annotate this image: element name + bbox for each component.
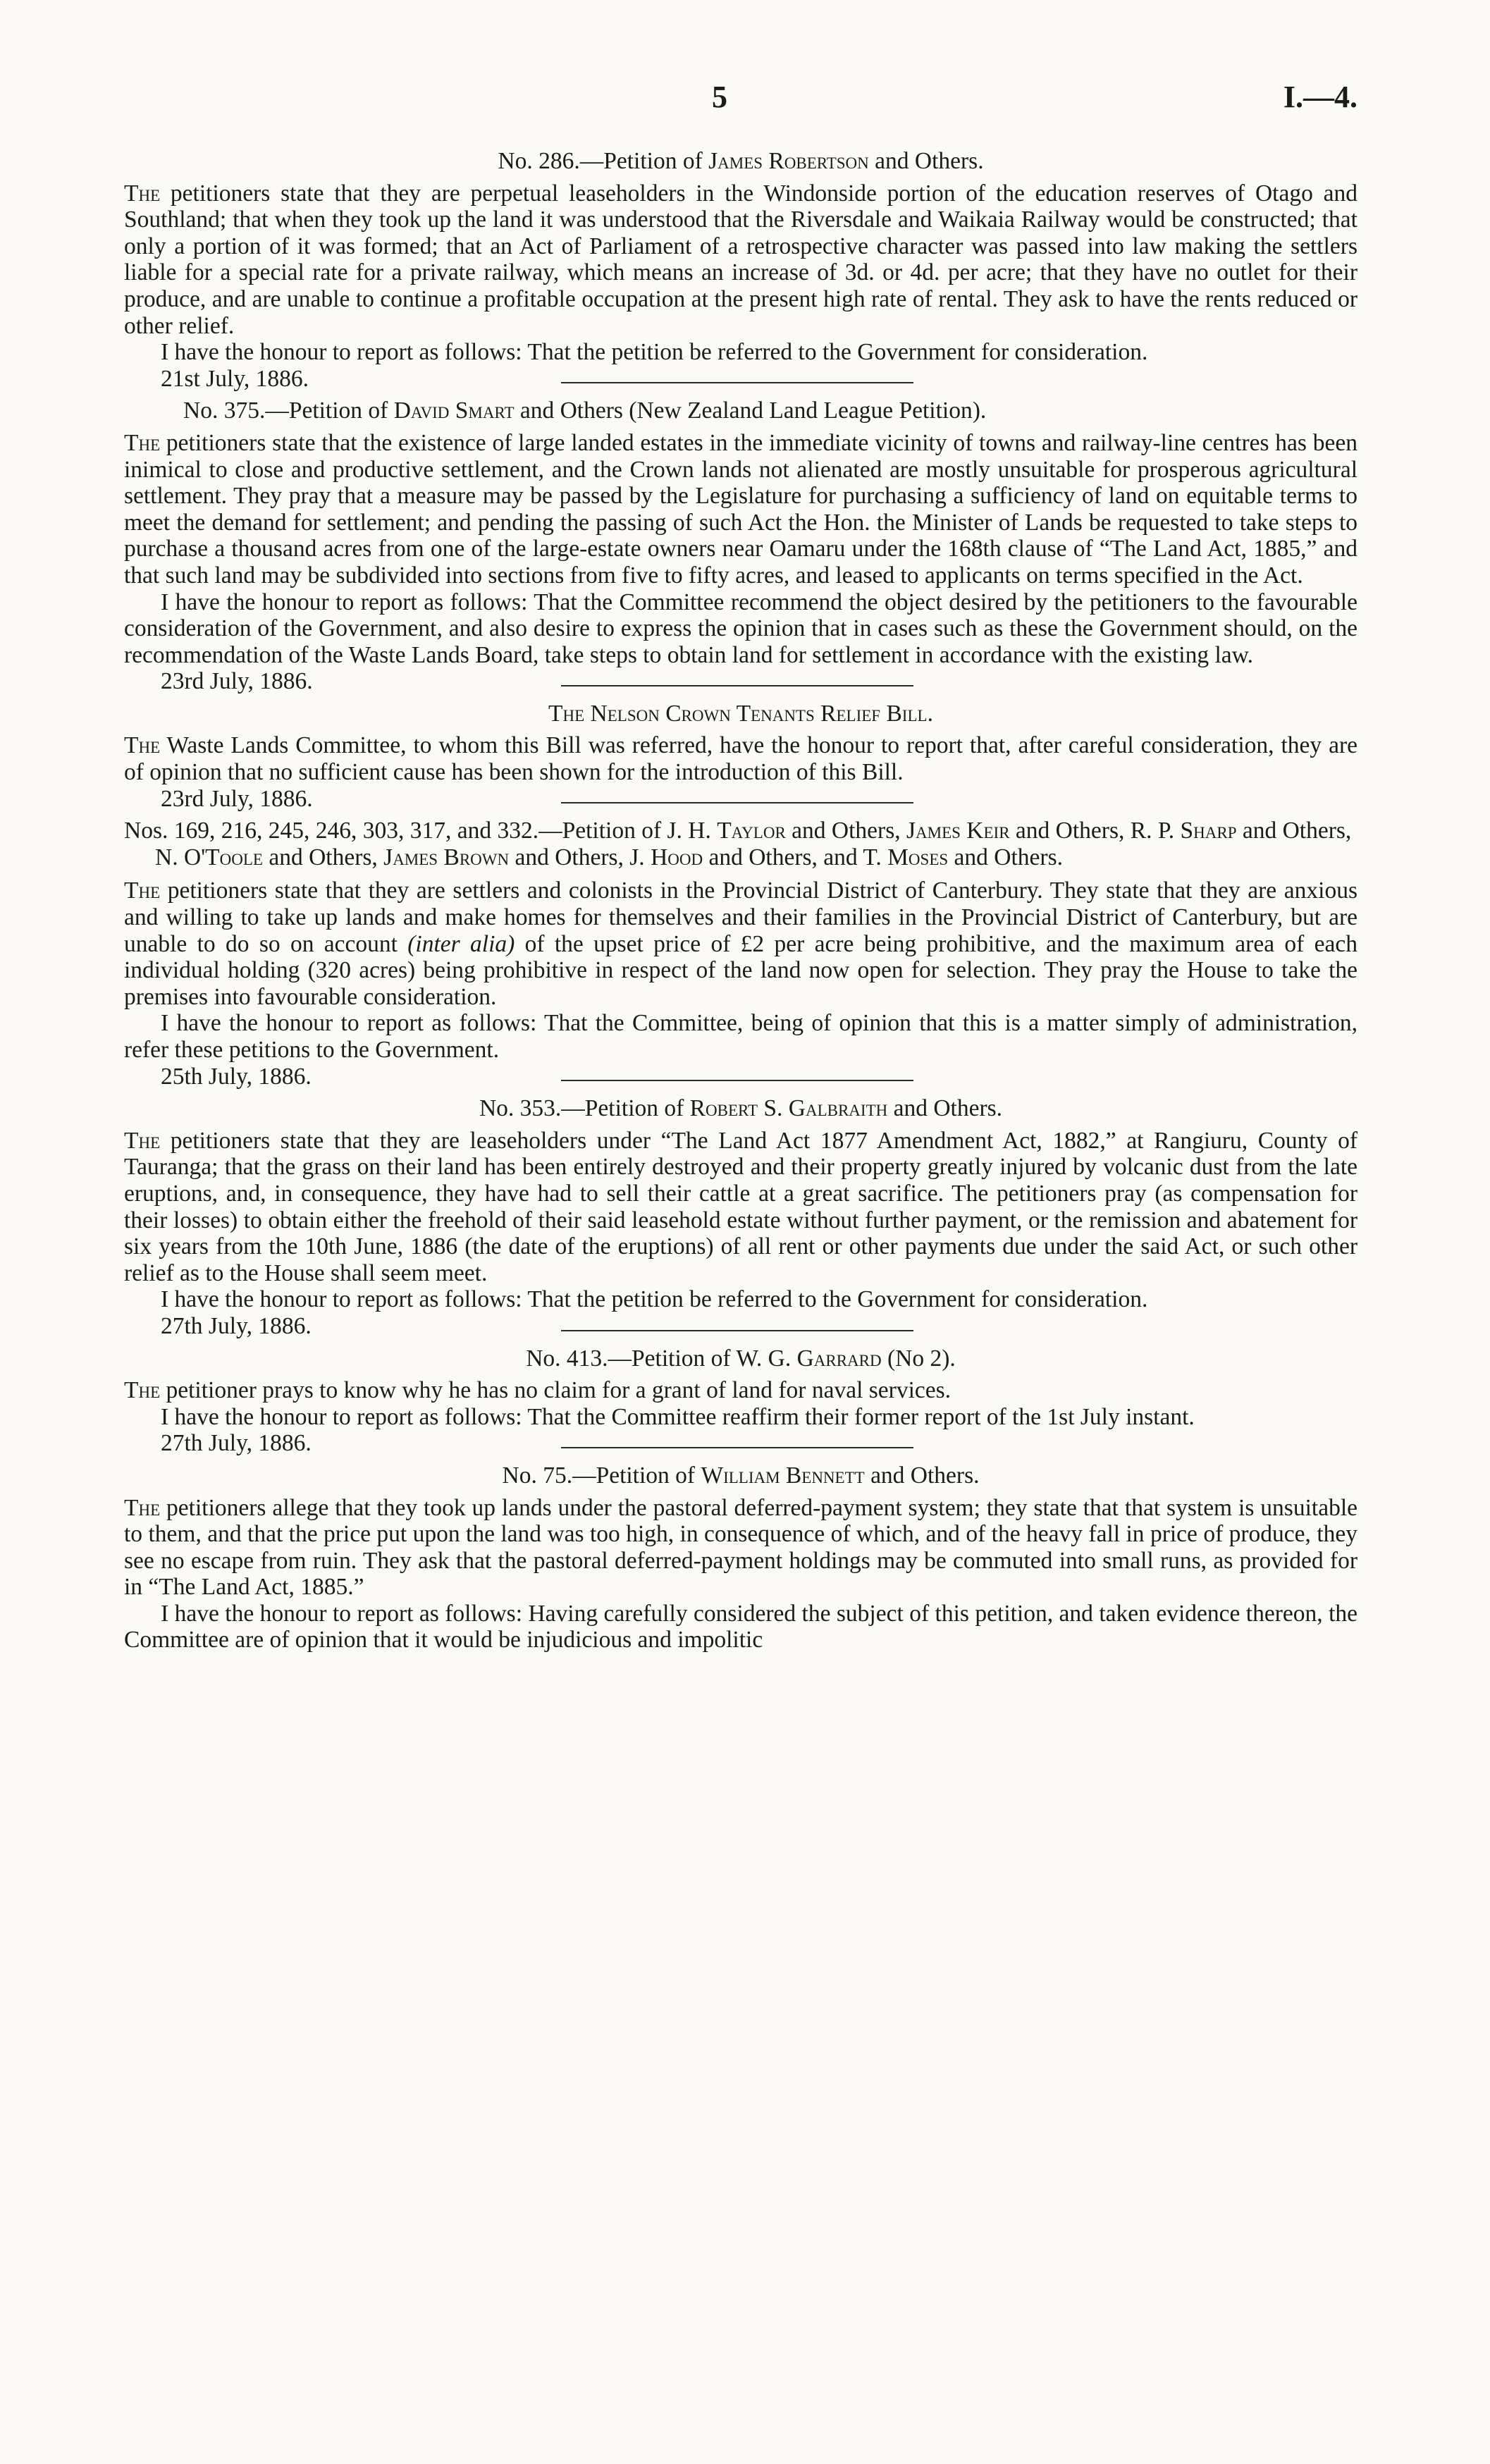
petition-section [124, 1095, 1357, 1339]
petition-section [124, 398, 1357, 695]
petition-section [124, 1345, 1357, 1457]
petition-section [124, 1462, 1357, 1653]
section-heading: No. 75.—Petition of William Bennett and Others. [502, 1462, 980, 1489]
report-date: 27th July, 1886. [161, 1430, 312, 1457]
petition-section [124, 818, 1357, 1090]
page-number: 5 [712, 80, 727, 114]
committee-report: I have the honour to report as follows: That the Committee recommend the object desired by the petitioners to the favourable consideration of the Government, and also desire to express the opinion that in cases such as these the Government should, on the recommendation of the Waste Lands Board, take steps to obtain land for settlement in accordance with the existing law. [124, 589, 1357, 668]
report-date: 27th July, 1886. [161, 1312, 312, 1339]
report-date: 25th July, 1886. [161, 1063, 312, 1090]
section-heading: Nos. 169, 216, 245, 246, 303, 317, and 332.—Petition of J. H. Taylor and Others, James Keir and Others, R. P. Sharp and Others, N. O'Toole and Others, James Brown and Others, J. Hood and Others, and T. Moses and Others. [124, 818, 1352, 870]
section-divider [561, 1447, 913, 1448]
section-divider [561, 685, 913, 686]
report-date: 23rd July, 1886. [161, 785, 313, 812]
petition-section [124, 148, 1357, 392]
petition-statement: The petitioners allege that they took up lands under the pastoral deferred-payment system; they state that that system is unsuitable to them, and that the price put upon the land was too high, in consequence of which, and of the heavy fall in price of produce, they see no escape from ruin. They ask that the pastoral deferred-payment holdings may be commuted into small runs, as provided for in “The Land Act, 1885.” [124, 1494, 1357, 1601]
petition-statement: The petitioners state that they are leaseholders under “The Land Act 1877 Amendment Act, 1882,” at Rangiuru, County of Tauranga; that the grass on their land has been entirely destroyed and their property greatly injured by volcanic dust from the late eruptions, and, in consequence, they have had to sell their cattle at a great sacrifice. The petitioners pray (as compensation for their losses) to obtain either the freehold of their said leasehold estate without further payment, or the remission and abatement for six years from the 10th June, 1886 (the date of the eruptions) of all rent or other payments due under the said Act, or such other relief as to the House shall seem meet. [124, 1127, 1357, 1286]
report-date: 21st July, 1886. [161, 365, 309, 392]
section-divider [561, 382, 913, 383]
paper-reference: I.—4. [1283, 80, 1357, 114]
section-divider [561, 802, 913, 803]
petition-statement: The petitioners state that they are perpetual leaseholders in the Windonside portion of the education reserves of Otago and Southland; that when they took up the land it was understood that the Riversdale and Waikaia Railway would be constructed; that only a portion of it was formed; that an Act of Parliament of a retrospective character was passed into law making the settlers liable for a special rate for a private railway, which means an increase of 3d. or 4d. per acre; that they have no outlet for their produce, and are unable to continue a profitable occupation at the present high rate of rental. They ask to have the rents reduced or other relief. [124, 180, 1357, 339]
section-heading: The Nelson Crown Tenants Relief Bill. [548, 700, 933, 727]
bill-report: The Waste Lands Committee, to whom this Bill was referred, have the honour to report that, after careful consideration, they are of opinion that no sufficient cause has been shown for the introduction of this Bill. [124, 732, 1357, 786]
petition-statement: The petitioner prays to know why he has no claim for a grant of land for naval services. [124, 1377, 952, 1404]
section-heading: No. 413.—Petition of W. G. Garrard (No 2). [526, 1345, 956, 1372]
committee-report: I have the honour to report as follows: That the petition be referred to the Government for consideration. [161, 339, 1148, 366]
section-divider [561, 1330, 913, 1331]
petition-statement: The petitioners state that they are settlers and colonists in the Provincial District of Canterbury. They state that they are anxious and willing to take up lands and make homes for themselves and their families in the Provincial District of Canterbury, but are unable to do so on account (inter alia) of the upset price of £2 per acre being prohibitive, and the maximum area of each individual holding (320 acres) being prohibitive in respect of the land now open for selection. They pray the House to take the premises into favourable consideration. [124, 877, 1357, 1010]
committee-report: I have the honour to report as follows: Having carefully considered the subject of this petition, and taken evidence thereon, the Committee are of opinion that it would be injudicious and impolitic [124, 1600, 1357, 1653]
committee-report: I have the honour to report as follows: That the Committee, being of opinion that this is a matter simply of administration, refer these petitions to the Government. [124, 1010, 1357, 1063]
committee-report: I have the honour to report as follows: That the petition be referred to the Government for consideration. [161, 1286, 1148, 1313]
committee-report: I have the honour to report as follows: That the Committee reaffirm their former report of the 1st July instant. [161, 1403, 1195, 1430]
section-heading: No. 286.—Petition of James Robertson and Others. [498, 148, 984, 174]
bill-section [124, 700, 1357, 812]
section-heading: No. 353.—Petition of Robert S. Galbraith and Others. [479, 1095, 1003, 1122]
petition-statement: The petitioners state that the existence of large landed estates in the immediate vicinity of towns and railway-line centres has been inimical to close and productive settlement, and the Crown lands not alienated are mostly unsuitable for prosperous agricultural settlement. They pray that a measure may be passed by the Legislature for purchasing a sufficiency of land on equitable terms to meet the demand for settlement; and pending the passing of such Act the Hon. the Minister of Lands be requested to take steps to purchase a thousand acres from one of the large-estate owners near Oamaru under the 168th clause of “The Land Act, 1885,” and that such land may be subdivided into sections from five to fifty acres, and leased to applicants on terms specified in the Act. [124, 429, 1357, 589]
report-date: 23rd July, 1886. [161, 668, 313, 695]
document-body [124, 148, 1357, 1653]
page-header [0, 79, 1490, 121]
section-divider [561, 1080, 913, 1081]
section-heading: No. 375.—Petition of David Smart and Others (New Zealand Land League Petition). [183, 398, 987, 424]
